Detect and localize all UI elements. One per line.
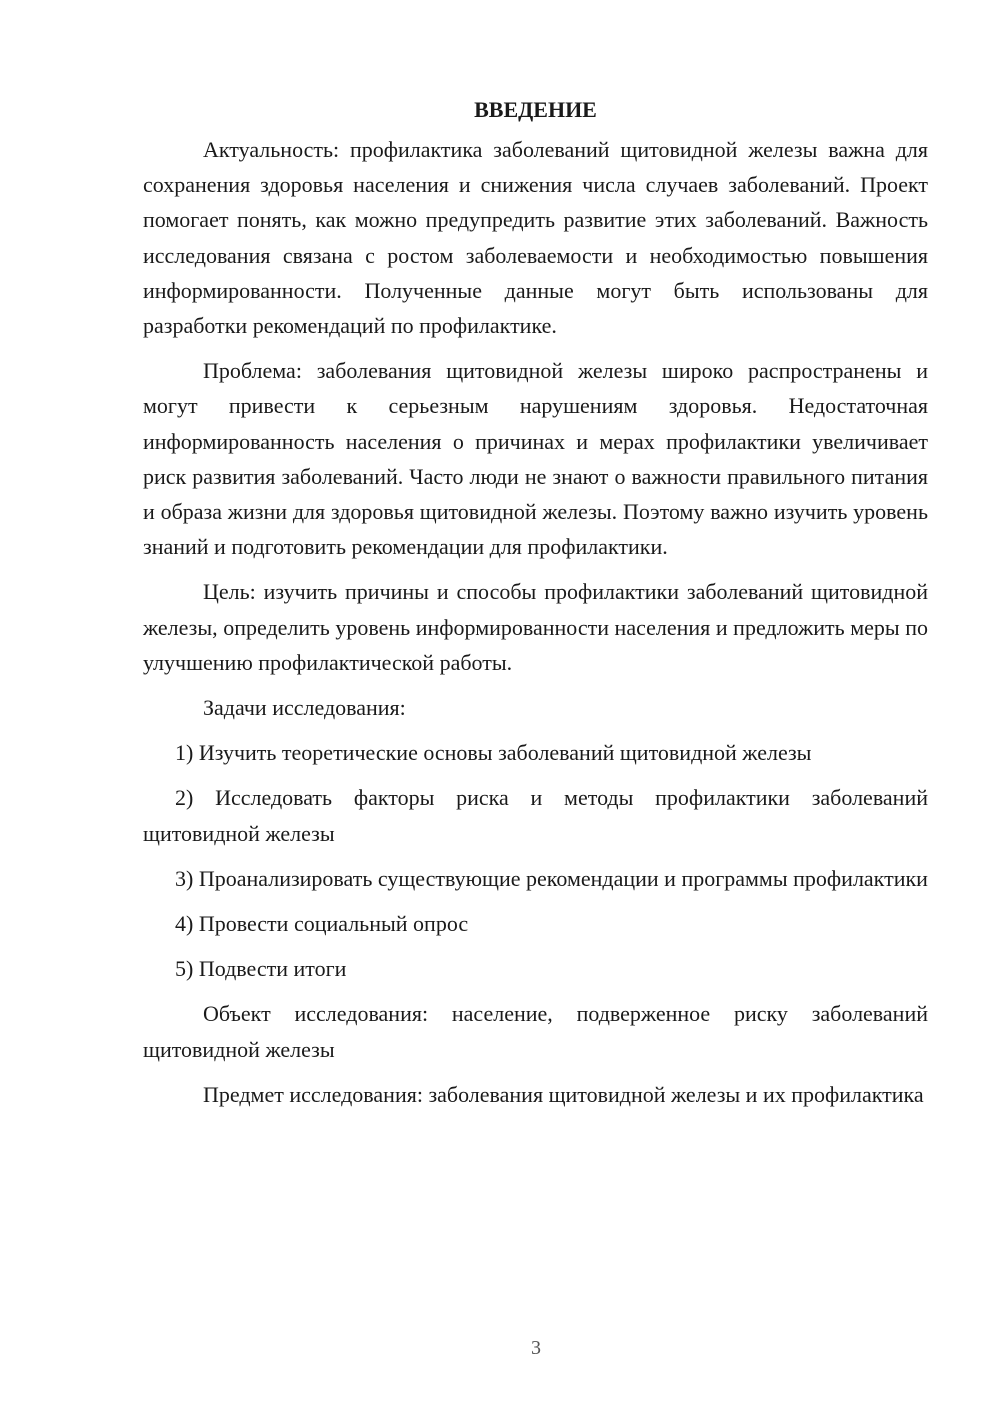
page-title: ВВЕДЕНИЕ [474, 97, 597, 122]
page-number: 3 [531, 1337, 541, 1359]
list-item: 2) Исследовать факторы риска и методы профилактики заболеваний щитовидной железы [143, 785, 928, 846]
paragraph-problem: Проблема: заболевания щитовидной железы широко распространены и могут привести к серьезным нарушениям здоровья. Недостаточная информированность населения о причинах и мерах профилактики увеличивает риск развития заболеваний. Часто люди не знают о важности правильного питания и образа жизни для здоровья щитовидной железы. Поэтому важно изучить уровень знаний и подготовить рекомендации для профилактики. [143, 358, 928, 560]
list-item: 3) Проанализировать существующие рекомендации и программы профилактики [175, 865, 928, 891]
list-item: 5) Подвести итоги [175, 956, 347, 982]
paragraph-subject: Предмет исследования: заболевания щитовидной железы и их профилактика [203, 1081, 924, 1107]
tasks-heading: Задачи исследования: [203, 695, 406, 721]
paragraph-goal: Цель: изучить причины и способы профилактики заболеваний щитовидной железы, определить уровень информированности населения и предложить меры по улучшению профилактической работы. [143, 579, 928, 675]
paragraph-object: Объект исследования: население, подверженное риску заболеваний щитовидной железы [143, 1001, 928, 1062]
tasks-list [143, 735, 928, 986]
list-item: 4) Провести социальный опрос [175, 911, 469, 937]
list-item: 1) Изучить теоретические основы заболеваний щитовидной железы [175, 740, 812, 766]
page-content [143, 96, 928, 1122]
paragraph-relevance: Актуальность: профилактика заболеваний щитовидной железы важна для сохранения здоровья населения и снижения числа случаев заболеваний. Проект помогает понять, как можно предупредить развитие этих заболеваний. Важность исследования связана с ростом заболеваемости и необходимостью повышения информированности. Полученные данные могут быть использованы для разработки рекомендаций по профилактике. [143, 137, 928, 339]
